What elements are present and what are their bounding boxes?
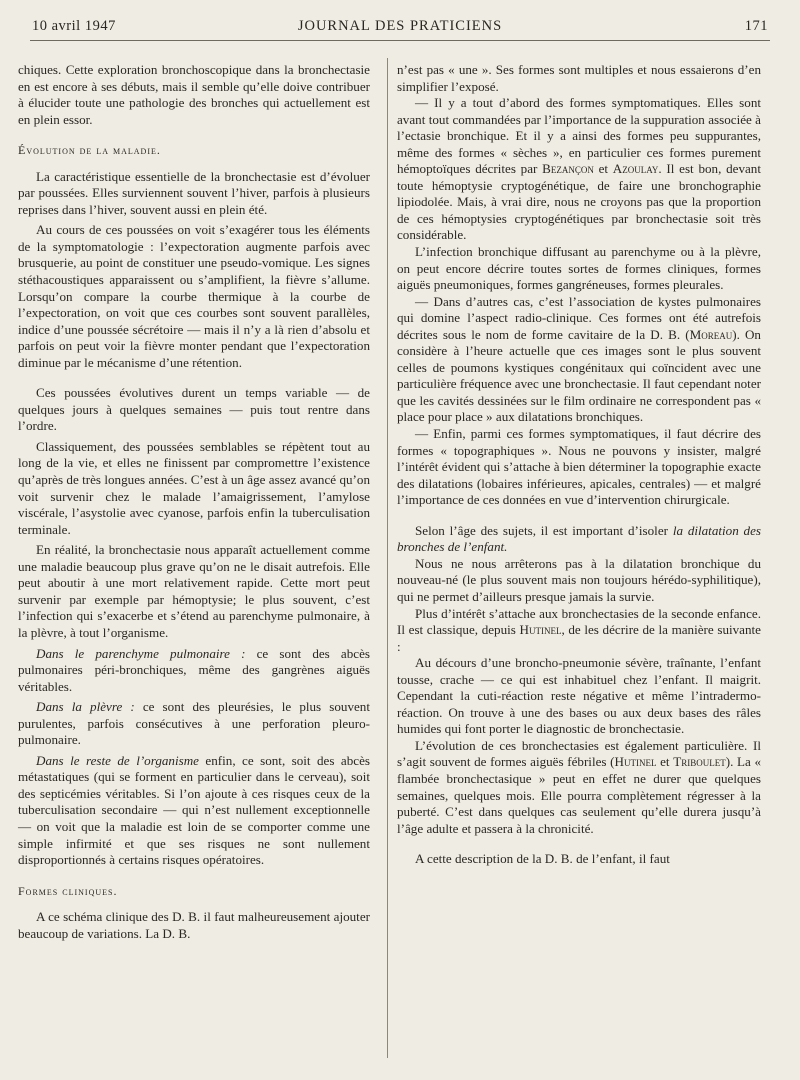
running-header	[30, 16, 770, 41]
italic-lead: Dans le parenchyme pulmonaire :	[36, 645, 246, 661]
paragraph	[397, 606, 761, 656]
paragraph: L’infection bronchique diffusant au parenchyme ou à la plèvre, on peut encore décrire toutes sortes de formes cliniques, formes aiguës pneumoniques, formes gangréneuses, formes pleurales.	[397, 244, 761, 293]
paragraph	[18, 646, 370, 696]
paragraph-text: et	[593, 161, 613, 177]
author-name: Hutinel	[614, 754, 657, 770]
author-name: Moreau	[689, 326, 733, 342]
paragraph-text: enfin, ce sont, soit des abcès métastatiques (qui se forment en particulier dans le cerveau), soit des septicémies véritables. Si l’on ajoute à ces risques ceux de la tuberculisation secondaire — qui n’est nullement exceptionnelle — on voit que la maladie est loin de se comporter comme une simple infirmité et que ses risques ne sont nullement disproportionnés à certains risques opératoires.	[18, 752, 370, 868]
paragraph: Au cours de ces poussées on voit s’exagérer tous les éléments de la symptomatologie : l’expectoration augmente parfois avec brusquerie, au point de constituer une pseudo-vomique. Les signes stéthacoustiques apparaissent ou s’amplifient, la fièvre s’allume. Lorsqu’on compare la courbe thermique à la courbe de l’expectoration, on voit que ces courbes sont souvent parallèles, indice d’une poussée sécrétoire — mais il n’y a là rien d’absolu et parfois on peut voir la fièvre monter pendant que l’expectoration diminue par le mécanisme d’une rétention.	[18, 222, 370, 370]
paragraph: Ces poussées évolutives durent un temps variable — de quelques jours à quelques semaines — puis tout rentre dans l’ordre.	[18, 385, 370, 434]
paragraph-text: , de les décrire de la manière suivante :	[397, 622, 761, 654]
paragraph	[397, 95, 761, 244]
paragraph-text: ). On considère à l’heure actuelle que ces images sont le plus souvent celles de poumons kystiques congénitaux qui coïncident avec une particulière fréquence avec une bronchectasie. Il faut cependant noter que les cavités dessinées sur le film ordinaire ne correspondent pas « place pour place » aux dilatations bronchiques.	[397, 326, 761, 425]
paragraph: — Enfin, parmi ces formes symptomatiques, il faut décrire des formes « topographiques ». Nous ne pouvons y insister, malgré l’intérêt évident qui s’attache à bien déterminer la topographie exacte des dilatations (lobaires inférieures, apicales, centrales) — et malgré l’importance de ces données en vue d’intervention chirurgicale.	[397, 426, 761, 508]
column-divider	[387, 58, 388, 1058]
paragraph: En réalité, la bronchectasie nous apparaît actuellement comme une maladie beaucoup plus grave qu’on ne le disait autrefois. Elle peut aboutir à une mort relativement rapide. Cette mort peut survenir par exemple par hémoptysie; le plus souvent, c’est l’infection qui s’exacerbe et s’étend au parenchyme pulmonaire, à la plèvre, à tout l’organisme.	[18, 542, 370, 640]
paragraph: n’est pas « une ». Ses formes sont multiples et nous essaierons d’en simplifier l’exposé.	[397, 62, 761, 94]
italic-phrase: la dilatation des bronches de l’enfant.	[397, 522, 762, 555]
paragraph: A cette description de la D. B. de l’enfant, il faut	[415, 851, 670, 867]
italic-lead: Dans le reste de l’organisme	[36, 752, 199, 768]
paragraph	[397, 738, 761, 837]
italic-lead: Dans la plèvre :	[36, 699, 135, 715]
paragraph: chiques. Cette exploration bronchoscopique dans la bronchectasie en est encore à ses débuts, mais il semble qu’elle doive contribuer à élucider toute une pathologie des bronches qui actuellement est en plein essor.	[18, 62, 370, 127]
author-name: Azoulay	[612, 161, 659, 177]
left-column	[18, 62, 370, 942]
paragraph	[18, 699, 370, 749]
paragraph-text: — Dans d’autres cas, c’est l’association de kystes pulmonaires qui domine l’aspect radio-clinique. Ces formes ont été autrefois décrites sous le nom de forme cavitaire de la D. B. (	[397, 293, 761, 342]
paragraph-text: Plus d’intérêt s’attache aux bronchectasies de la seconde enfance. Il est classique, depuis	[397, 605, 761, 638]
author-name: Bezançon	[542, 161, 594, 177]
paragraph-text: . Il est bon, devant toute hémoptysie cryptogénétique, de faire une bronchographie lipiodolée. Mais, à vrai dire, nous ne croyons pas que la proportion de ces hémoptysies cryptogénétiques par bronchectasie soit très considérable.	[397, 161, 761, 243]
paragraph-text: — Il y a tout d’abord des formes symptomatiques. Elles sont avant tout commandées par l’importance de la suppuration associée à l’ectasie bronchique. Et il y a ainsi des formes peu suppurantes, même des formes « sèches », en particulier ces formes purement hémoptoïques décrites par	[397, 95, 761, 177]
author-name: Hutinel	[519, 622, 562, 638]
paragraph: Nous ne nous arrêterons pas à la dilatation bronchique du nouveau-né (le plus souvent mais non toujours hérédo-syphilitique), qui ne permet d’ailleurs presque jamais la survie.	[397, 555, 761, 604]
paragraph-text: et	[656, 754, 674, 770]
journal-title: JOURNAL DES PRATICIENS	[297, 18, 503, 34]
paragraph: Au décours d’une broncho-pneumonie sévère, traînante, l’enfant tousse, crache — ce qui est inhabituel chez l’enfant. Il maigrit. Cependant la cuti-réaction reste négative et même l’intradermo-réaction. On trouve à une des bases ou aux deux bases des râles humides qui font porter le diagnostic de bronchectasie.	[397, 655, 761, 737]
paragraph	[18, 753, 370, 869]
header-date: 10 avril 1947	[32, 18, 116, 34]
paragraph-text: ). La « flambée bronchectasique » peut en effet ne durer que quelques semaines, quelques mois. Elle pourra complètement régresser à la puberté. C’est dans quelques cas seulement qu’elle durera jusqu’à l’âge adulte et passera à la chronicité.	[397, 754, 761, 836]
paragraph-text: ce sont des pleurésies, le plus souvent purulentes, parfois consécutives à une perforation pleuro-pulmonaire.	[18, 699, 370, 748]
right-column	[397, 62, 761, 868]
paragraph-text: ce sont des abcès pulmonaires péri-bronchiques, même des gangrènes aiguës véritables.	[18, 645, 371, 694]
section-heading-evolution: Évolution de la maladie.	[18, 143, 161, 158]
paragraph: A ce schéma clinique des D. B. il faut malheureusement ajouter beaucoup de variations. La D. B.	[18, 909, 370, 941]
section-heading-formes: Formes cliniques.	[18, 883, 118, 898]
author-name: Triboulet	[673, 754, 726, 770]
paragraph-text: L’évolution de ces bronchectasies est également particulière. Il s’agit souvent de formes aiguës fébriles (	[397, 737, 761, 770]
paragraph-text: Selon l’âge des sujets, il est important d’isoler	[415, 522, 673, 538]
paragraph: La caractéristique essentielle de la bronchectasie est d’évoluer par poussées. Elles surviennent souvent l’hiver, parfois à plusieurs reprises dans l’hiver, souvent aussi en plein été.	[18, 168, 370, 217]
paragraph	[397, 294, 761, 426]
paragraph	[397, 523, 761, 556]
paragraph: Classiquement, des poussées semblables se répètent tout au long de la vie, et elles ne finissent par compromettre l’existence qu’après de très longues années. C’est à un âge assez avancé qu’on voit survenir chez le malade l’amaigrissement, l’amylose viscérale, l’asystolie avec cyanose, parfois enfin la tuberculisation terminale.	[18, 438, 370, 537]
page-number: 171	[744, 18, 768, 34]
